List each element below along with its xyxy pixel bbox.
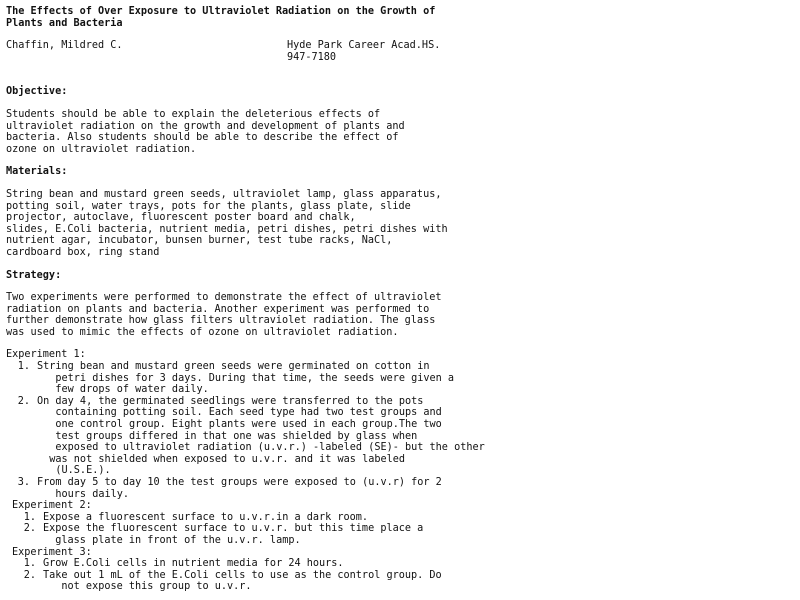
experiment-step (6, 523, 786, 546)
step-number: 1. (23, 511, 36, 523)
step-number: 2. (17, 395, 30, 407)
step-text: On day 4, the germinated seedlings were transferred to the pots containing potting soil. Each seed type had two test groups and one control group. Eight plants were used in each group.The two test groups differed in that one was shielded by glass when exposed to ultraviolet radiation (u.v.r.) -labeled (SE)- but the other was not shielded when exposed to u.v.r. and it was labeled (U.S.E.). (37, 395, 485, 477)
experiment-step (6, 512, 786, 524)
step-text: Expose the fluorescent surface to u.v.r. but this time place a glass plate in front of the u.v.r. lamp. (43, 523, 424, 546)
experiment-title: Experiment 2: (12, 500, 92, 512)
experiment-steps (6, 361, 786, 500)
experiment-step (6, 361, 786, 396)
objective-text: Students should be able to explain the deleterious effects of ultraviolet radiation on the growth and development of plants and bacteria. Also students should be able to describe the effect of ozone on ultraviolet radiation. (6, 108, 405, 155)
step-text: String bean and mustard green seeds were germinated on cotton in petri dishes for 3 days. During that time, the seeds were given a few drops of water daily. (37, 361, 455, 396)
experiment-2 (6, 500, 786, 546)
strategy-text: Two experiments were performed to demonstrate the effect of ultraviolet radiation on plants and bacteria. Another experiment was performed to further demonstrate how glass filters ultraviolet radiation. The glass was used to mimic the effects of ozone on ultraviolet radiation. (6, 292, 442, 338)
step-number: 1. (17, 361, 30, 373)
step-number: 1. (23, 558, 36, 570)
experiment-step (6, 558, 786, 570)
experiment-steps (6, 558, 786, 593)
step-text: Grow E.Coli cells in nutrient media for 24 hours. (43, 558, 344, 570)
step-number: 2. (23, 569, 36, 581)
step-text: From day 5 to day 10 the test groups were exposed to (u.v.r) for 2 hours daily. (37, 477, 442, 500)
lesson-plan-document (6, 6, 786, 593)
materials-heading: Materials: (6, 166, 68, 178)
experiment-title: Experiment 1: (6, 349, 86, 361)
school-info: Hyde Park Career Acad.HS. 947-7180 (287, 40, 441, 63)
experiment-steps (6, 512, 786, 547)
experiment-1 (6, 349, 786, 500)
experiment-step (6, 570, 786, 593)
step-number: 3. (17, 477, 30, 488)
experiment-title: Experiment 3: (12, 546, 92, 558)
document-title: The Effects of Over Exposure to Ultraviolet Radiation on the Growth of Plants and Bacteria (6, 6, 436, 29)
author-header (6, 40, 786, 63)
objective-heading: Objective: (6, 86, 68, 98)
experiment-3 (6, 547, 786, 593)
step-text: Expose a fluorescent surface to u.v.r.in a dark room. (43, 511, 369, 523)
experiment-step (6, 396, 786, 477)
step-text: Take out 1 mL of the E.Coli cells to use as the control group. Do not expose this group to u.v.r. (43, 569, 442, 593)
experiment-step (6, 477, 786, 500)
author-name: Chaffin, Mildred C. (6, 40, 123, 52)
step-number: 2. (23, 523, 36, 535)
materials-text: String bean and mustard green seeds, ultraviolet lamp, glass apparatus, potting soil, water trays, pots for the plants, glass plate, slide projector, autoclave, fluorescent poster board and chalk, slides, E.Coli bacteria, nutrient media, petri dishes, petri dishes with nutrient agar, incubator, bunsen burner, test tube racks, NaCl, cardboard box, ring stand (6, 188, 448, 258)
strategy-heading: Strategy: (6, 269, 62, 281)
